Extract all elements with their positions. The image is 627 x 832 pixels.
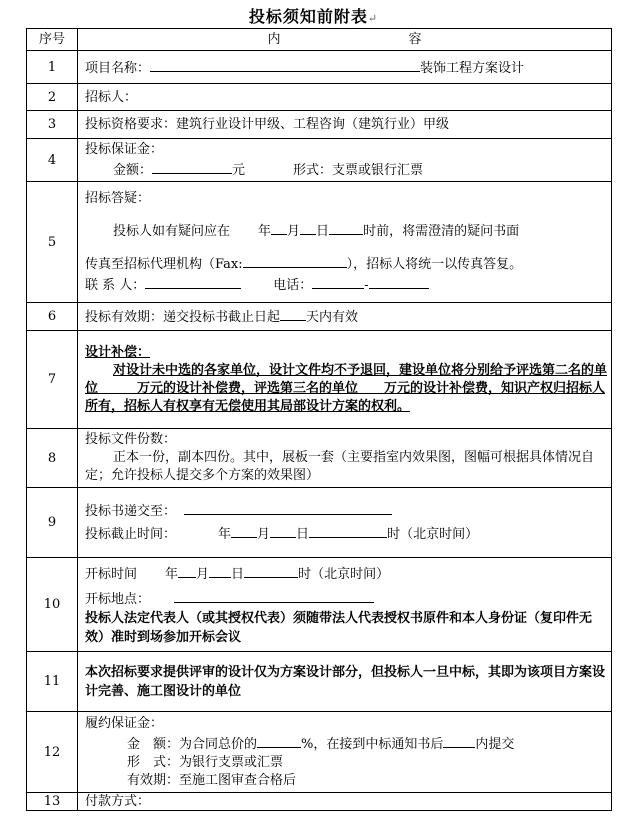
row-content: 设计补偿： 对设计未中选的各家单位，设计文件均不予退回，建设单位将分别给予评选第二名的单位 万元的设计补偿费，评选第三名的单位 万元的设计补偿费，知识产权归招标人所有，招标人有权享有无偿使用其局部设计方案的权利。 xyxy=(78,331,612,429)
row-number: 5 xyxy=(27,182,78,303)
page-title xyxy=(0,4,627,27)
table-row xyxy=(27,84,612,111)
row-content: 开标时间 年 月 日 时（北京时间） 开标地点： 投标人法定代表人（或其授权代表）须随带法人代表授权书原件和本人身份证（复印件无效）准时到场参加开标会议 xyxy=(78,558,612,652)
row-content: 投标有效期：递交投标书截止日起 天内有效 xyxy=(78,303,612,331)
table-row xyxy=(27,111,612,139)
row-number: 13 xyxy=(27,793,78,811)
header-seq: 序号 xyxy=(27,29,78,51)
row-number: 10 xyxy=(27,558,78,652)
table-row xyxy=(27,429,612,488)
row-content: 招标人： xyxy=(78,84,612,111)
header-content: 内 容 xyxy=(78,29,612,51)
table-row xyxy=(27,793,612,811)
table-row xyxy=(27,558,612,652)
row-content: 本次招标要求提供评审的设计仅为方案设计部分，但投标人一旦中标，其即为该项目方案设计完善、施工图设计的单位 xyxy=(78,652,612,712)
row-number: 1 xyxy=(27,51,78,84)
table-row xyxy=(27,331,612,429)
table-header-row xyxy=(27,29,612,51)
table-row xyxy=(27,51,612,84)
row-content: 招标答疑： 投标人如有疑问应在 年 月 日 时前，将需澄清的疑问书面 传真至招标代理机构（Fax: ），招标人将统一以传真答复。 联 系 人： 电话： - xyxy=(78,182,612,303)
row-number: 2 xyxy=(27,84,78,111)
table-row xyxy=(27,139,612,182)
row-content: 投标保证金： 金额： 元 形式：支票或银行汇票 xyxy=(78,139,612,182)
return-mark-icon: ↵ xyxy=(367,12,379,25)
row-number: 4 xyxy=(27,139,78,182)
row-number: 8 xyxy=(27,429,78,488)
row-number: 11 xyxy=(27,652,78,712)
table-row xyxy=(27,652,612,712)
row-content: 投标书递交至： 投标截止时间： 年 月 日 时（北京时间） xyxy=(78,488,612,558)
bid-instructions-table xyxy=(26,28,612,811)
table-row xyxy=(27,488,612,558)
table-row xyxy=(27,303,612,331)
row-number: 3 xyxy=(27,111,78,139)
row-number: 6 xyxy=(27,303,78,331)
table-row xyxy=(27,712,612,793)
row-content: 付款方式： xyxy=(78,793,612,811)
row-content: 履约保证金： 金 额：为合同总价的 %，在接到中标通知书后 内提交 形 式：为银行支票或汇票 有效期：至施工图审查合格后 xyxy=(78,712,612,793)
row-number: 7 xyxy=(27,331,78,429)
row-content: 投标文件份数： 正本一份，副本四份。其中，展板一套（主要指室内效果图，图幅可根据具体情况自定；允许投标人提交多个方案的效果图） xyxy=(78,429,612,488)
row-content: 项目名称： 装饰工程方案设计 xyxy=(78,51,612,84)
row-content: 投标资格要求：建筑行业设计甲级、工程咨询（建筑行业）甲级 xyxy=(78,111,612,139)
row-number: 9 xyxy=(27,488,78,558)
table-row xyxy=(27,182,612,303)
title-text: 投标须知前附表 xyxy=(248,7,368,26)
row-number: 12 xyxy=(27,712,78,793)
